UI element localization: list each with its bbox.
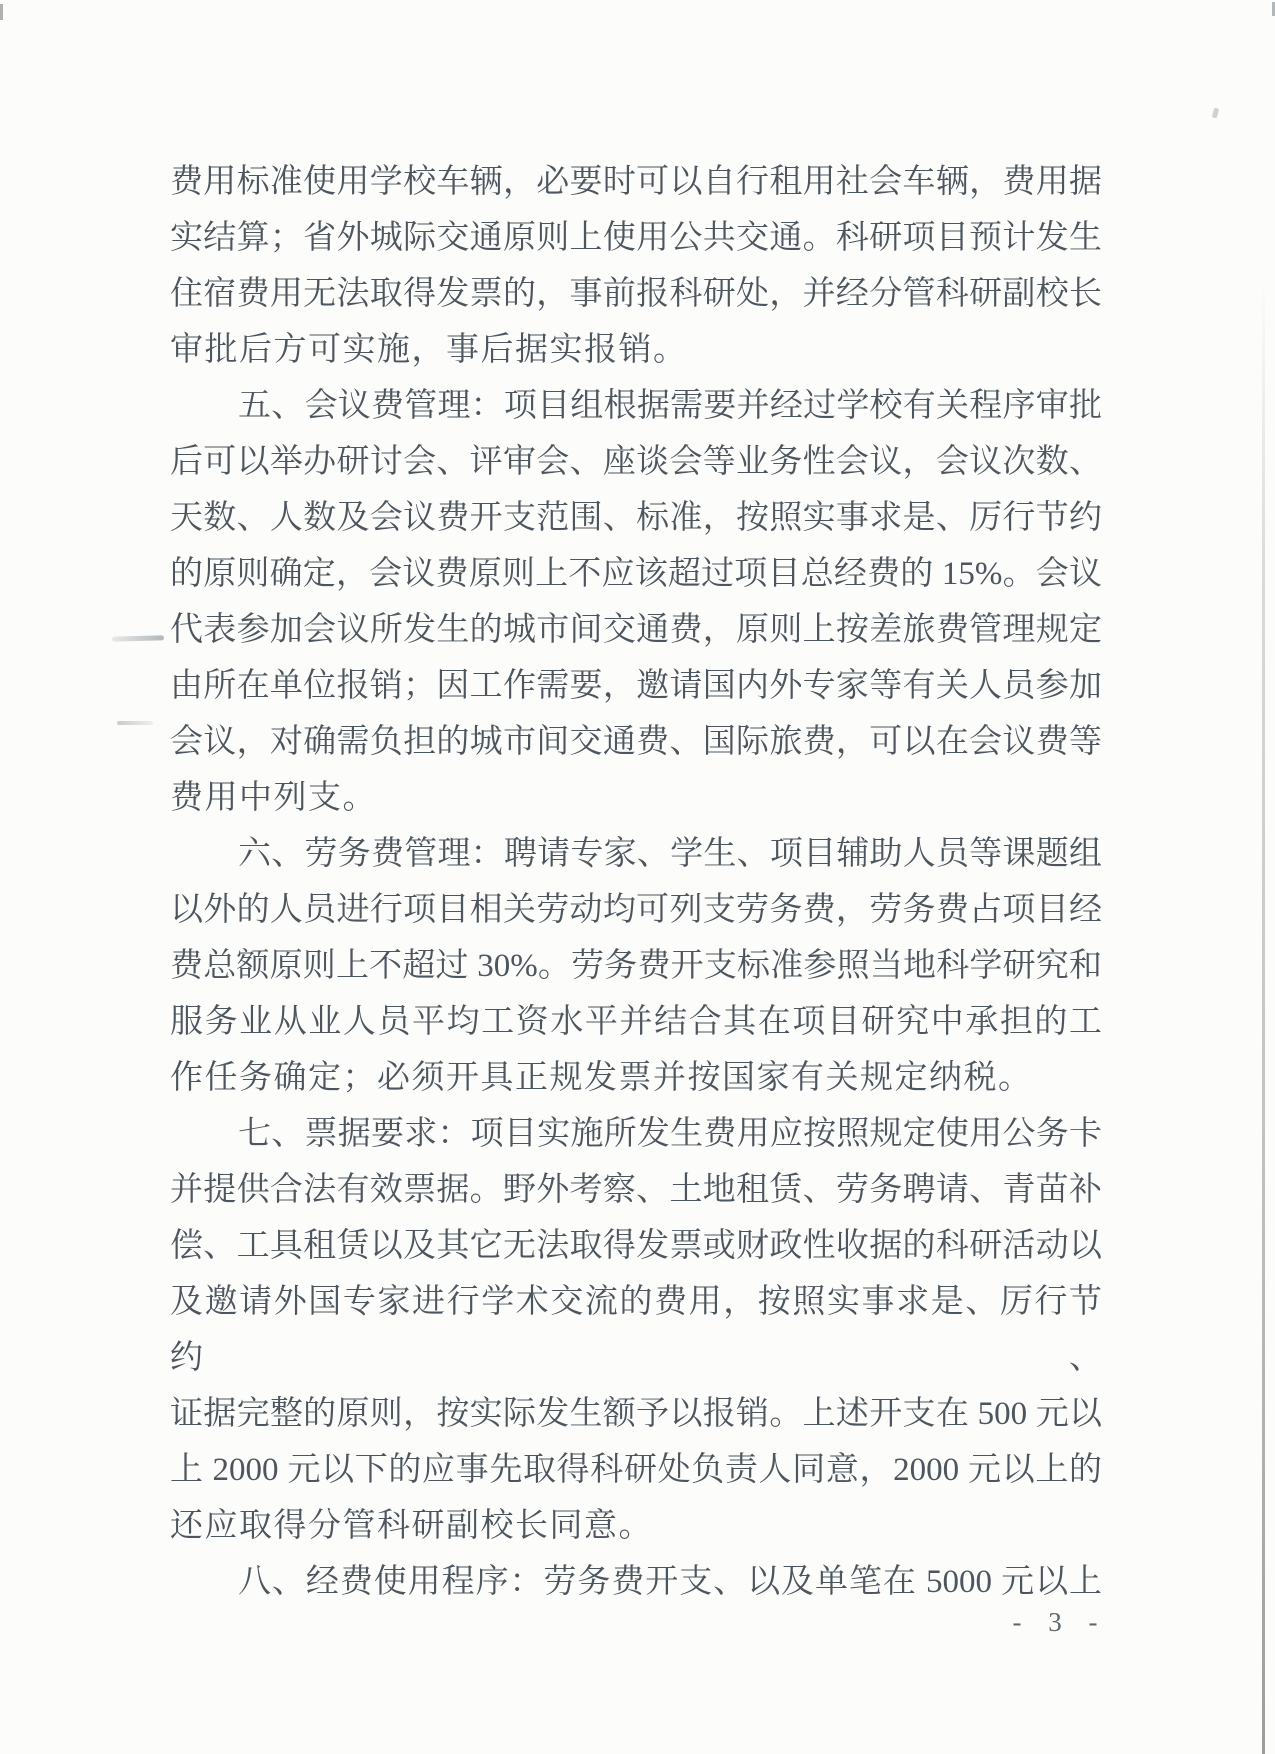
text-line: 会议，对确需负担的城市间交通费、国际旅费，可以在会议费等: [170, 724, 1102, 760]
text-line: 代表参加会议所发生的城市间交通费，原则上按差旅费管理规定: [170, 612, 1102, 648]
text-line: 服务业从业人员平均工资水平并结合其在项目研究中承担的工: [170, 1004, 1102, 1040]
scan-edge-shadow: [1262, 280, 1265, 1754]
text-line: 八、经费使用程序：劳务费开支、以及单笔在 5000 元以上: [238, 1564, 1102, 1600]
scan-speck: [1212, 108, 1219, 119]
text-line: 实结算；省外城际交通原则上使用公共交通。科研项目预计发生: [170, 220, 1102, 256]
text-line: 的原则确定，会议费原则上不应该超过项目总经费的 15%。会议: [170, 556, 1102, 592]
text-line: 天数、人数及会议费开支范围、标准，按照实事求是、厉行节约: [170, 500, 1102, 536]
text-line: 证据完整的原则，按实际发生额予以报销。上述开支在 500 元以: [170, 1396, 1102, 1432]
text-line: 七、票据要求：项目实施所发生费用应按照规定使用公务卡: [238, 1116, 1102, 1152]
text-line: 费总额原则上不超过 30%。劳务费开支标准参照当地科学研究和: [170, 948, 1102, 984]
scan-corner-mark: [0, 4, 3, 20]
text-line: 并提供合法有效票据。野外考察、土地租赁、劳务聘请、青苗补: [170, 1172, 1102, 1208]
text-line: 费用中列支。: [170, 780, 377, 816]
text-line: 作任务确定；必须开具正规发票并按国家有关规定纳税。: [170, 1060, 1033, 1096]
text-line: 及邀请外国专家进行学术交流的费用，按照实事求是、厉行节约、: [170, 1284, 1102, 1376]
document-body: [170, 154, 1102, 1610]
scan-smudge: [117, 721, 153, 725]
text-line: 住宿费用无法取得发票的，事前报科研处，并经分管科研副校长: [170, 276, 1102, 312]
text-line: 六、劳务费管理：聘请专家、学生、项目辅助人员等课题组: [238, 836, 1102, 872]
text-line: 还应取得分管科研副校长同意。: [170, 1508, 653, 1544]
text-line: 上 2000 元以下的应事先取得科研处负责人同意，2000 元以上的: [170, 1452, 1103, 1488]
text-line: 审批后方可实施，事后据实报销。: [170, 332, 688, 368]
text-line: 以外的人员进行项目相关劳动均可列支劳务费，劳务费占项目经: [170, 892, 1102, 928]
scan-smudge: [112, 635, 164, 641]
text-line: 五、会议费管理：项目组根据需要并经过学校有关程序审批: [238, 388, 1102, 424]
text-line: 由所在单位报销；因工作需要，邀请国内外专家等有关人员参加: [170, 668, 1102, 704]
text-line: 偿、工具租赁以及其它无法取得发票或财政性收据的科研活动以: [170, 1228, 1102, 1264]
text-line: 后可以举办研讨会、评审会、座谈会等业务性会议，会议次数、: [170, 444, 1102, 480]
page-number: - 3 -: [1012, 1607, 1108, 1637]
text-line: 费用标准使用学校车辆，必要时可以自行租用社会车辆，费用据: [170, 164, 1102, 200]
